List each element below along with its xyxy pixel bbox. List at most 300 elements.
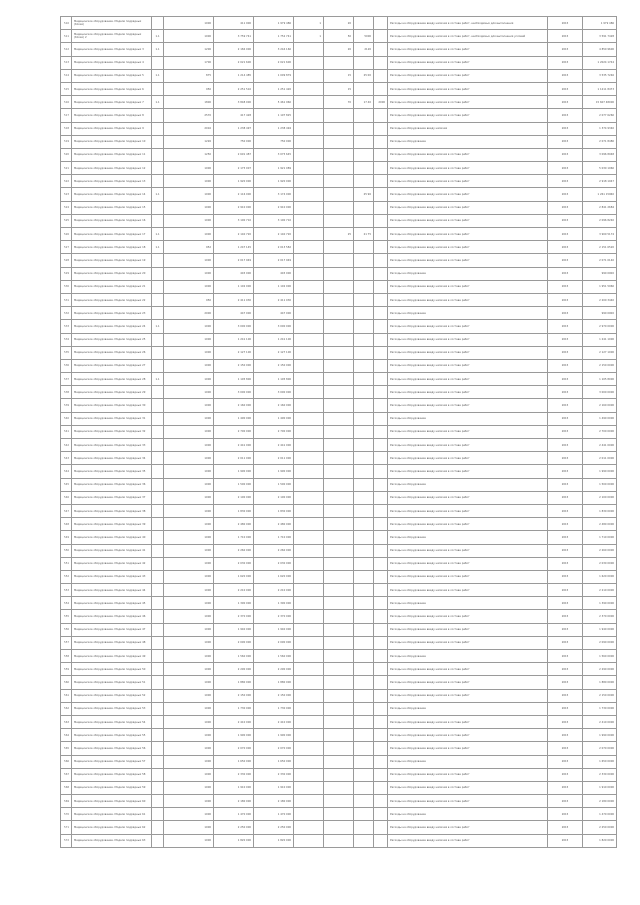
col2-cell [324,412,354,425]
total-cell: 1 910 0000 [583,781,617,794]
col3-cell [354,293,374,306]
year-cell: 2015 [548,491,583,504]
table-row [61,676,617,689]
price-cell: 1 990 000 [214,729,254,742]
row-number: 514 [61,69,72,82]
note-cell: Расходы на оборудование ввиду наличия в составе работ [388,56,548,69]
col4-cell [374,333,388,346]
total-cell: 2 096 8240 [583,214,617,227]
col2-cell [324,676,354,689]
table-row [61,755,617,768]
price-cell: 1 238 497 [214,122,254,135]
row-number: 571 [61,821,72,834]
col4-cell [374,768,388,781]
note-cell: Расходы на оборудование ввиду наличия в составе работ [388,795,548,808]
unit-cell [152,663,164,676]
col3-cell: 21 75 [354,228,374,241]
unit-cell [152,557,164,570]
note-cell: Расходы на оборудование ввиду наличия в составе работ [388,320,548,333]
price-cell: 1 940 000 [214,623,254,636]
price-cell: 1 500 000 [214,478,254,491]
year-cell: 2015 [548,781,583,794]
col1-cell [294,676,324,689]
total-cell: 3 096 8948 [583,148,617,161]
col4-cell [374,56,388,69]
price-cell: 2 250 000 [214,821,254,834]
item-name: Медицинское оборудование. Модели подрядных 13 [72,175,152,188]
item-name: Медицинское оборудование. Модели подрядных 62 [72,821,152,834]
row-number: 564 [61,729,72,742]
table-row [61,109,617,122]
year-cell: 2015 [548,412,583,425]
sum-cell: 1 490 000 [254,412,294,425]
table-row [61,808,617,821]
sum-cell: 1 650 000 [254,755,294,768]
table-row [61,333,617,346]
item-name: Медицинское оборудование. Модели подрядных 18 [72,241,152,254]
col3-cell [354,425,374,438]
qty-cell: 1000 [164,702,214,715]
qty-cell: 1200 [164,43,214,56]
unit-cell [152,109,164,122]
table-row [61,636,617,649]
col4-cell [374,359,388,372]
item-name: Медицинское оборудование. Модели подрядных 35 [72,465,152,478]
total-cell: 1 261 15960 [583,188,617,201]
col4-cell [374,702,388,715]
col2-cell: 70 [324,96,354,109]
unit-cell: 1.1 [152,188,164,201]
year-cell: 2015 [548,214,583,227]
col3-cell [354,715,374,728]
sum-cell: 2 017 949 [254,254,294,267]
col4-cell [374,30,388,43]
qty-cell: 1000 [164,676,214,689]
table-row [61,597,617,610]
total-cell: 2 370 0000 [583,610,617,623]
col1-cell [294,755,324,768]
col2-cell [324,491,354,504]
unit-cell [152,610,164,623]
year-cell: 2015 [548,544,583,557]
col3-cell [354,214,374,227]
sum-cell: 2 250 000 [254,821,294,834]
table-row [61,346,617,359]
col4-cell [374,557,388,570]
col2-cell [324,610,354,623]
unit-cell [152,636,164,649]
sum-cell: 1 990 000 [254,465,294,478]
table-row [61,175,617,188]
col1-cell [294,834,324,847]
item-name: Медицинское оборудование. Модели подрядных 28 [72,373,152,386]
price-cell: 2 910 000 [214,201,254,214]
table-row [61,478,617,491]
row-number: 552 [61,570,72,583]
col3-cell: 5000 [354,30,374,43]
col4-cell [374,518,388,531]
item-name: Медицинское оборудование. Модели подрядных 44 [72,584,152,597]
total-cell: 2 071 8480 [583,135,617,148]
unit-cell [152,333,164,346]
col1-cell [294,795,324,808]
sum-cell: 1 710 000 [254,531,294,544]
sum-cell: 2 260 000 [254,544,294,557]
col1-cell [294,478,324,491]
note-cell: Расходы на оборудование ввиду наличия в составе работ [388,386,548,399]
row-number: 519 [61,135,72,148]
col2-cell [324,465,354,478]
row-number: 559 [61,663,72,676]
total-cell: 1 940 0000 [583,623,617,636]
row-number: 541 [61,425,72,438]
note-cell: Расходы на оборудование [388,702,548,715]
total-cell: 1 990 0000 [583,465,617,478]
price-cell: 1 880 000 [214,676,254,689]
sum-cell: 2 011 000 [254,452,294,465]
price-cell: 2 411 030 [214,293,254,306]
price-cell: 2 410 000 [214,715,254,728]
col1-cell [294,293,324,306]
row-number: 538 [61,386,72,399]
note-cell: Расходы на оборудование ввиду наличия в составе работ [388,175,548,188]
note-cell: Расходы на оборудование ввиду наличия в составе работ [388,570,548,583]
item-name: Медицинское оборудование. Модели подрядных 50 [72,663,152,676]
sum-cell: 1 560 000 [254,650,294,663]
row-number: 557 [61,636,72,649]
col1-cell [294,768,324,781]
qty-cell: 1000 [164,346,214,359]
item-name: Медицинское оборудование. Модели подрядных 54 [72,715,152,728]
col3-cell [354,175,374,188]
unit-cell [152,359,164,372]
col3-cell [354,755,374,768]
total-cell: 2 200 3440 [583,293,617,306]
col4-cell [374,834,388,847]
unit-cell [152,689,164,702]
total-cell: 1 650 0000 [583,755,617,768]
col2-cell [324,386,354,399]
col1-cell [294,399,324,412]
note-cell: Расходы на оборудование [388,267,548,280]
col3-cell [354,280,374,293]
note-cell: Расходы на оборудование ввиду наличия в составе работ [388,82,548,95]
col1-cell [294,518,324,531]
sum-cell: 1 470 000 [254,808,294,821]
qty-cell: 1000 [164,491,214,504]
sum-cell: 2 910 000 [254,201,294,214]
note-cell: Расходы на оборудование ввиду наличия [388,122,548,135]
year-cell: 2015 [548,96,583,109]
col4-cell [374,135,388,148]
row-number: 512 [61,43,72,56]
col3-cell [354,201,374,214]
note-cell: Расходы на оборудование ввиду наличия в составе работ [388,425,548,438]
col4-cell [374,17,388,30]
unit-cell [152,795,164,808]
year-cell: 2015 [548,82,583,95]
qty-cell: 1250 [164,148,214,161]
col2-cell [324,439,354,452]
col3-cell [354,531,374,544]
table-row [61,610,617,623]
qty-cell: 1000 [164,742,214,755]
col2-cell: 50 [324,30,354,43]
item-name: Медицинское оборудование. Модели подрядных 15 [72,201,152,214]
total-cell: 1 390 0000 [583,597,617,610]
row-number: 572 [61,834,72,847]
table-row [61,320,617,333]
sum-cell: 5 461 960 [254,96,294,109]
qty-cell: 1000 [164,531,214,544]
qty-cell: 1000 [164,412,214,425]
col4-cell [374,597,388,610]
col2-cell [324,663,354,676]
qty-cell: 1000 [164,557,214,570]
row-number: 526 [61,228,72,241]
col1-cell [294,636,324,649]
total-cell: 2 290 0000 [583,663,617,676]
row-number: 565 [61,742,72,755]
sum-cell: 2 127 100 [254,346,294,359]
col1-cell [294,702,324,715]
col1-cell: 1 [294,30,324,43]
sum-cell: 1 009 879 [254,69,294,82]
total-cell: 2 250 0000 [583,821,617,834]
total-cell: 2 260 0000 [583,544,617,557]
price-cell: 2 330 000 [214,768,254,781]
sum-cell: 1 197 825 [254,109,294,122]
col2-cell [324,346,354,359]
col4-cell [374,689,388,702]
qty-cell: 1000 [164,320,214,333]
item-name: Медицинское оборудование. Модели подрядных 26 [72,346,152,359]
sum-cell: 1 251 420 [254,82,294,95]
col1-cell [294,201,324,214]
price-cell: 417 428 [214,109,254,122]
item-name: Медицинское оборудование. Модели подрядных 10 [72,135,152,148]
sum-cell: 3 100 710 [254,214,294,227]
year-cell: 2015 [548,333,583,346]
col4-cell [374,821,388,834]
item-name: Медицинское оборудование. Модели подрядных 49 [72,650,152,663]
col3-cell [354,267,374,280]
qty-cell: 950 [164,82,214,95]
col3-cell [354,676,374,689]
col3-cell [354,399,374,412]
total-cell: 1 710 0000 [583,531,617,544]
total-cell: 1 951 5960 [583,280,617,293]
table-row [61,544,617,557]
item-name: Медицинское оборудование. Модели подрядных 51 [72,676,152,689]
col3-cell [354,742,374,755]
total-cell: 2 180 0000 [583,795,617,808]
table-row [61,56,617,69]
col3-cell [354,412,374,425]
item-name: Медицинское оборудование. Модели подрядных 12 [72,162,152,175]
price-cell: 1 241 100 [214,333,254,346]
row-number: 527 [61,241,72,254]
col3-cell [354,557,374,570]
item-name: Медицинское оборудование. Модели подрядных 33 [72,439,152,452]
col4-cell [374,781,388,794]
year-cell: 2015 [548,188,583,201]
col4-cell [374,43,388,56]
col2-cell [324,808,354,821]
unit-cell [152,254,164,267]
qty-cell: 1000 [164,201,214,214]
unit-cell [152,755,164,768]
unit-cell [152,676,164,689]
item-name: Медицинское оборудование. Модели подрядных 9 [72,122,152,135]
table-row [61,821,617,834]
col2-cell [324,307,354,320]
sum-cell: 1 241 100 [254,333,294,346]
note-cell: Расходы на оборудование ввиду наличия в составе работ [388,201,548,214]
table-row [61,148,617,161]
unit-cell [152,597,164,610]
year-cell: 2015 [548,148,583,161]
table-row [61,742,617,755]
year-cell: 2015 [548,715,583,728]
sum-cell: 2 021 600 [254,56,294,69]
year-cell: 2015 [548,636,583,649]
unit-cell [152,623,164,636]
price-cell: 2 184 000 [214,43,254,56]
col3-cell [354,307,374,320]
row-number: 550 [61,544,72,557]
unit-cell: 1.1 [152,96,164,109]
table-row [61,518,617,531]
note-cell: Расходы на оборудование ввиду наличия в составе работ, необходимых для выполнения [388,17,548,30]
year-cell: 2015 [548,729,583,742]
price-cell: 1 830 000 [214,504,254,517]
table-body [61,17,617,848]
item-name: Медицинское оборудование. Модели подрядных 53 [72,702,152,715]
total-cell: 1 1211 8473 [583,82,617,95]
year-cell: 2015 [548,69,583,82]
sum-cell: 2 441 000 [254,439,294,452]
sum-cell: 1 390 000 [254,597,294,610]
price-cell: 2 700 000 [214,425,254,438]
year-cell: 2015 [548,175,583,188]
col3-cell [354,17,374,30]
sum-cell: 1 500 000 [254,478,294,491]
col1-cell [294,386,324,399]
col1-cell [294,228,324,241]
col3-cell [354,148,374,161]
item-name: Медицинское оборудование. Модели подрядных 43 [72,570,152,583]
price-cell: 1 560 000 [214,650,254,663]
year-cell: 2015 [548,439,583,452]
qty-cell: 1000 [164,636,214,649]
col3-cell [354,663,374,676]
row-number: 548 [61,518,72,531]
col2-cell [324,623,354,636]
total-cell: 2 150 0000 [583,359,617,372]
row-number: 553 [61,584,72,597]
col1-cell [294,557,324,570]
total-cell: 990 0000 [583,267,617,280]
row-number: 540 [61,412,72,425]
note-cell: Расходы на оборудование [388,307,548,320]
sum-cell: 3 075 645 [254,148,294,161]
price-cell: 411 900 [214,17,254,30]
price-cell: 1 490 000 [214,412,254,425]
sum-cell: 1 910 000 [254,781,294,794]
qty-cell: 1000 [164,663,214,676]
col4-cell: 2000 [374,96,388,109]
col3-cell [354,452,374,465]
sum-cell: 2 330 000 [254,768,294,781]
row-number: 543 [61,452,72,465]
total-cell: 3 000 0000 [583,386,617,399]
total-cell: 1 560 0000 [583,650,617,663]
unit-cell: 1.1 [152,320,164,333]
unit-cell [152,82,164,95]
col3-cell [354,135,374,148]
price-cell: 2 370 000 [214,610,254,623]
col1-cell [294,96,324,109]
col4-cell [374,228,388,241]
note-cell: Расходы на оборудование [388,755,548,768]
item-name: Медицинское оборудование. Модели подрядных 29 [72,386,152,399]
price-cell: 1 710 000 [214,531,254,544]
row-number: 529 [61,267,72,280]
table-row [61,795,617,808]
item-name: Медицинское оборудование. Модели подрядных 17 [72,228,152,241]
note-cell: Расходы на оборудование ввиду наличия в составе работ [388,557,548,570]
col1-cell [294,821,324,834]
col1-cell [294,808,324,821]
unit-cell [152,346,164,359]
col3-cell [354,623,374,636]
col3-cell [354,320,374,333]
item-name: Медицинское оборудование. Модели подрядных 25 [72,333,152,346]
col3-cell: 25 96 [354,188,374,201]
note-cell: Расходы на оборудование ввиду наличия в составе работ [388,636,548,649]
year-cell: 2015 [548,17,583,30]
sum-cell: 3 000 000 [254,386,294,399]
year-cell: 2015 [548,109,583,122]
total-cell: 15 607 48000 [583,96,617,109]
note-cell: Расходы на оборудование ввиду наличия в составе работ [388,214,548,227]
table-row [61,201,617,214]
row-number: 523 [61,188,72,201]
total-cell: 990 0000 [583,307,617,320]
col2-cell [324,755,354,768]
item-name: Медицинское оборудование. Модели подрядных 63 [72,834,152,847]
total-cell: 2 030 0000 [583,557,617,570]
table-row [61,834,617,847]
sum-cell: 1 820 000 [254,834,294,847]
row-number: 530 [61,280,72,293]
col2-cell [324,425,354,438]
row-number: 544 [61,465,72,478]
col2-cell [324,650,354,663]
note-cell: Расходы на оборудование ввиду наличия в составе работ [388,676,548,689]
qty-cell: 1000 [164,715,214,728]
note-cell: Расходы на оборудование ввиду наличия в составе работ [388,241,548,254]
item-name: Медицинское оборудование. Модели подрядных 37 [72,491,152,504]
price-cell: 1 650 000 [214,755,254,768]
unit-cell: 1.1 [152,69,164,82]
sum-cell: 2 370 000 [254,610,294,623]
col4-cell [374,808,388,821]
unit-cell: 1.1 [152,373,164,386]
qty-cell: 1000 [164,214,214,227]
row-number: 566 [61,755,72,768]
